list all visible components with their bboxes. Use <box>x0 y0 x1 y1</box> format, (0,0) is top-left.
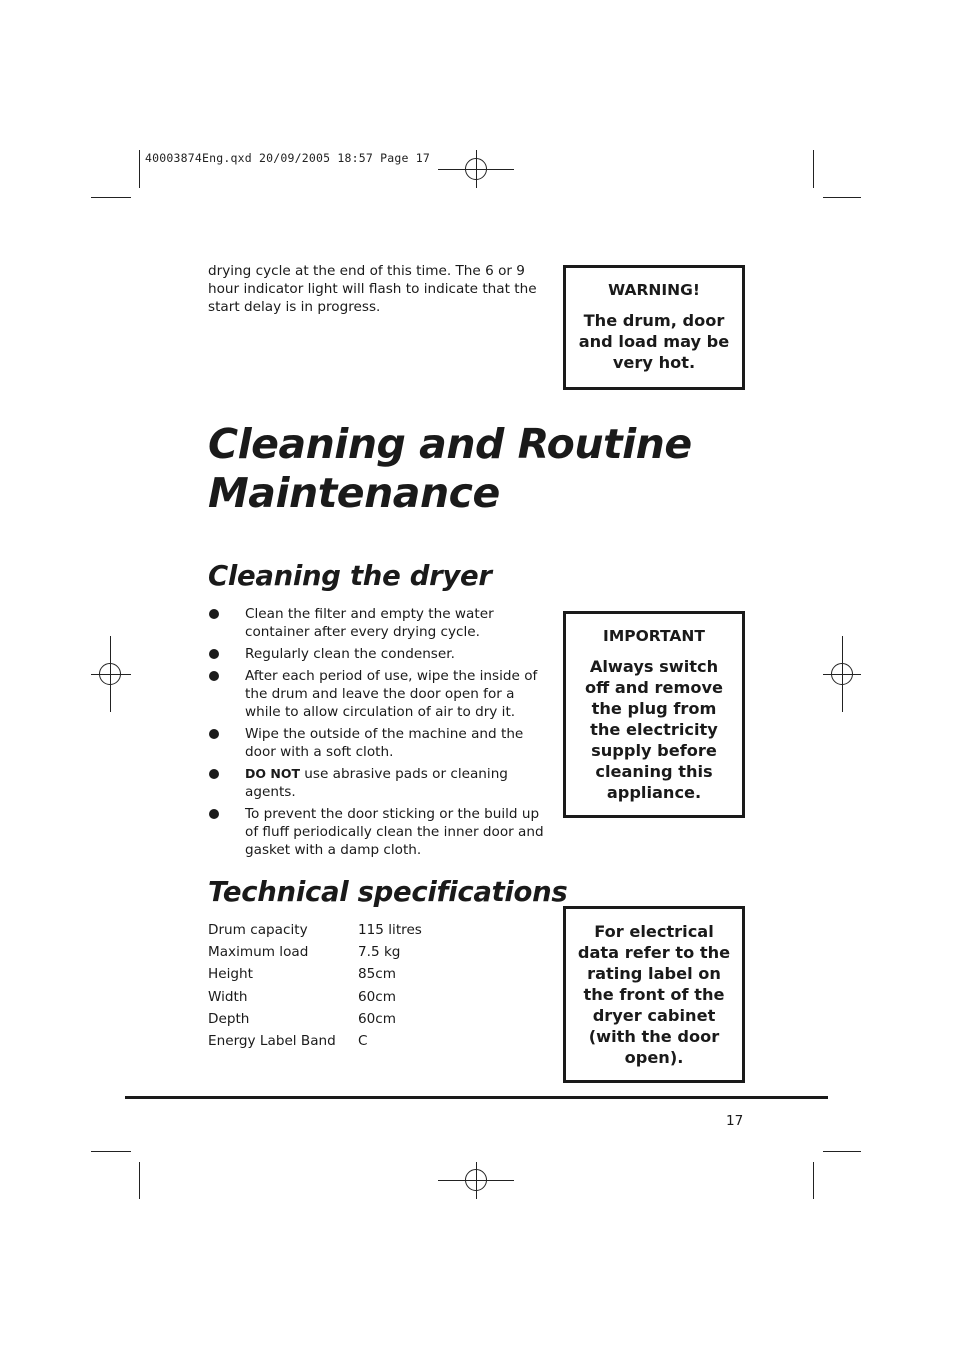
print-slug: 40003874Eng.qxd 20/09/2005 18:57 Page 17 <box>145 151 430 165</box>
section-heading-specs: Technical specifications <box>208 876 568 908</box>
list-item: Regularly clean the condenser. <box>208 645 553 663</box>
warning-box <box>563 265 745 390</box>
bullet-icon <box>209 649 219 659</box>
table-row: Height 85cm <box>208 966 397 983</box>
list-item: To prevent the door sticking or the build up of fluff periodically clean the inner door and gasket with a damp cloth. <box>208 805 553 859</box>
bullet-icon <box>209 769 219 779</box>
list-item: Wipe the outside of the machine and the door with a soft cloth. <box>208 725 553 761</box>
bullet-icon <box>209 809 219 819</box>
electrical-data-box <box>563 906 745 1083</box>
section-heading-cleaning: Cleaning the dryer <box>208 560 492 592</box>
crop-mark <box>139 150 140 188</box>
cleaning-list <box>208 605 553 863</box>
warning-body: The drum, door and load may be very hot. <box>578 311 730 372</box>
table-row: Energy Label Band C <box>208 1033 368 1050</box>
crop-mark <box>813 1162 814 1199</box>
list-item: Clean the filter and empty the water container after every drying cycle. <box>208 605 553 641</box>
page-number: 17 <box>726 1113 744 1129</box>
table-row: Maximum load 7.5 kg <box>208 944 401 961</box>
bullet-icon <box>209 671 219 681</box>
crop-mark <box>823 1151 861 1152</box>
crop-mark <box>813 150 814 188</box>
page-title: Cleaning and Routine Maintenance <box>208 420 692 517</box>
specs-table <box>206 919 424 1052</box>
list-item: After each period of use, wipe the inside of the drum and leave the door open for a while to allow circulation of air to dry it. <box>208 667 553 721</box>
intro-paragraph: drying cycle at the end of this time. The 6 or 9 hour indicator light will flash to indicate that the start delay is in progress. <box>208 263 537 315</box>
table-row: Drum capacity 115 litres <box>208 922 422 939</box>
important-box <box>563 611 745 818</box>
crop-mark <box>139 1162 140 1199</box>
list-item: DO NOT use abrasive pads or cleaning agents. <box>208 765 553 801</box>
table-row: Depth 60cm <box>208 1010 397 1027</box>
footer-rule <box>125 1096 828 1099</box>
table-row: Width 60cm <box>208 988 397 1005</box>
important-body: Always switch off and remove the plug from the electricity supply before cleaning this appliance. <box>584 657 724 802</box>
warning-heading: WARNING! <box>608 281 700 299</box>
emphasis-text: DO NOT <box>245 766 300 781</box>
electrical-data-body: For electrical data refer to the rating label on the front of the dryer cabinet (with the door open). <box>577 922 731 1067</box>
bullet-icon <box>209 609 219 619</box>
crop-mark <box>91 197 131 198</box>
crop-mark <box>91 1151 131 1152</box>
crop-mark <box>823 197 861 198</box>
bullet-icon <box>209 729 219 739</box>
important-heading: IMPORTANT <box>603 627 705 645</box>
